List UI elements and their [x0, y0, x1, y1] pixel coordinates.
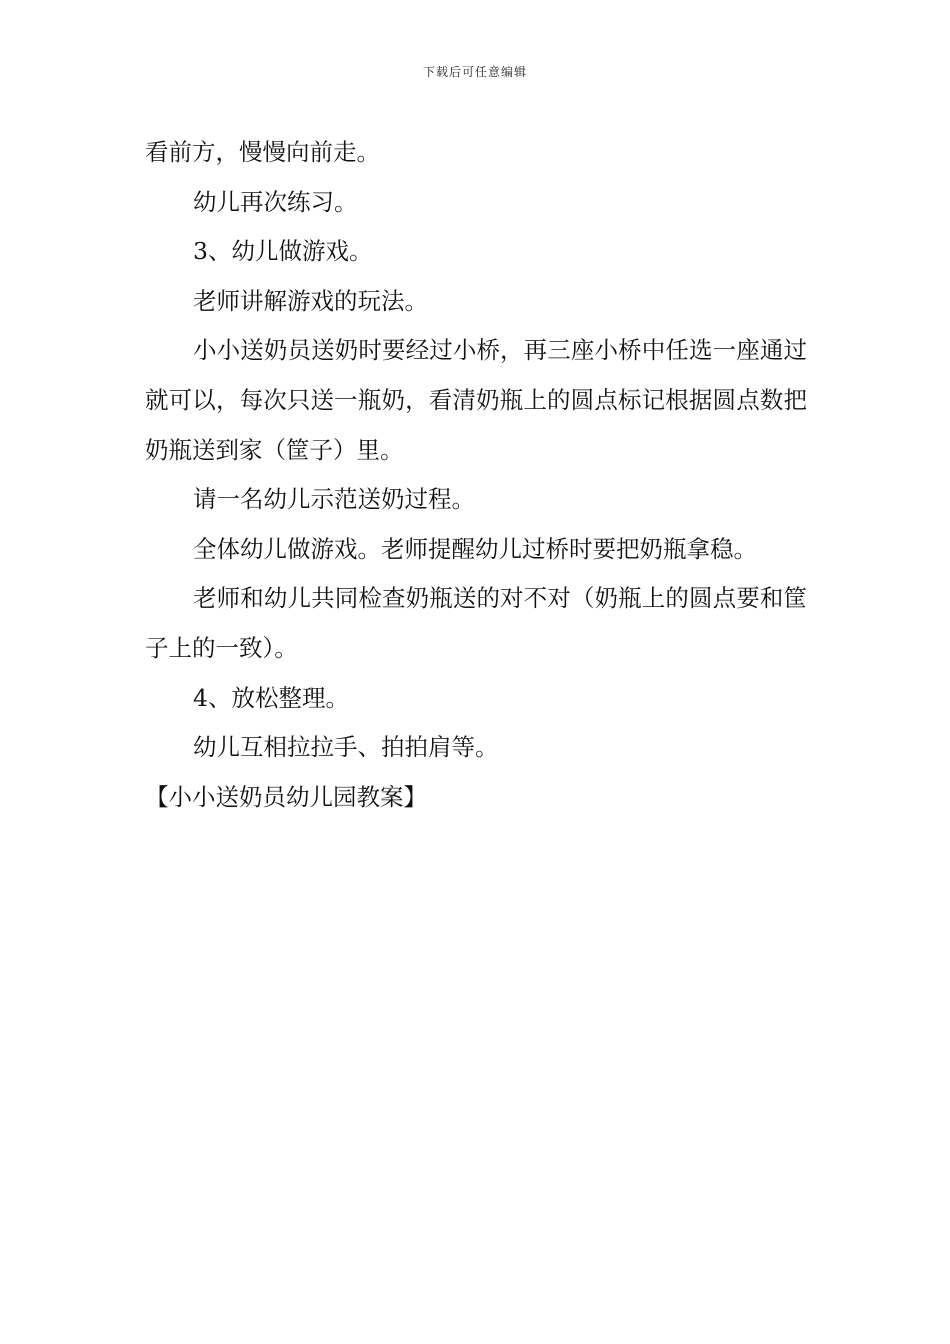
paragraph-5: 小小送奶员送奶时要经过小桥，再三座小桥中任选一座通过就可以，每次只送一瓶奶，看清奶瓶上的圆点标记根据圆点数把奶瓶送到家（筐子）里。: [145, 336, 807, 464]
paragraph-2: 幼儿再次练习。: [193, 187, 358, 216]
page-header: 下载后可任意编辑: [422, 65, 527, 79]
paragraph-8: 老师和幼儿共同检查奶瓶送的对不对（奶瓶上的圆点要和筐子上的一致）。: [145, 584, 807, 662]
document-title-footer: 【小小送奶员幼儿园教案】: [145, 782, 427, 811]
document-body: [145, 128, 807, 822]
paragraph-1: 看前方，慢慢向前走。: [145, 138, 380, 166]
paragraph-4: 老师讲解游戏的玩法。: [193, 286, 428, 315]
paragraph-6: 请一名幼儿示范送奶过程。: [193, 485, 475, 514]
paragraph-3: 3、幼儿做游戏。: [193, 237, 373, 266]
paragraph-7: 全体幼儿做游戏。老师提醒幼儿过桥时要把奶瓶拿稳。: [193, 534, 757, 563]
paragraph-9: 4、放松整理。: [193, 683, 349, 712]
paragraph-10: 幼儿互相拉拉手、拍拍肩等。: [193, 733, 499, 762]
